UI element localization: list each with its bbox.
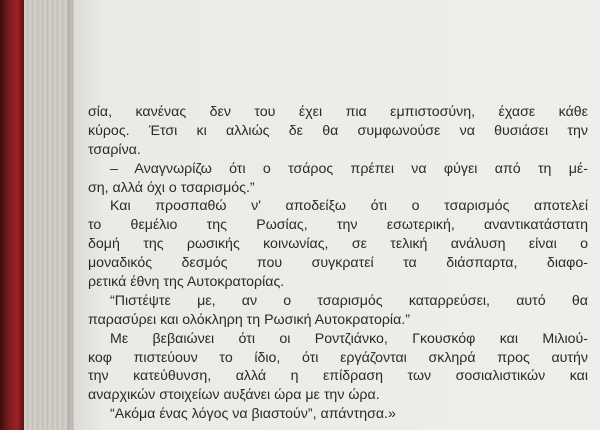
text-line: κύρος. Έτσι κι αλλιώς δε θα συμφωνούσε να θυσιάσει την <box>88 122 588 139</box>
page-edges <box>24 0 74 430</box>
text-line: – Αναγνωρίζω ότι ο τσάρος πρέπει να φύγει από τη μέ- <box>110 160 588 177</box>
text-line: “Πιστέψτε με, αν ο τσαρισμός καταρρεύσει, αυτό θα <box>110 292 588 309</box>
text-line: σία, κανένας δεν του έχει πια εμπιστοσύνη, έχασε κάθε <box>88 104 588 120</box>
text-line: μοναδικός δεσμός που συγκρατεί τα διάσπαρτα, διαφο- <box>88 255 588 272</box>
text-line: Και προσπαθώ ν' αποδείξω ότι ο τσαρισμός αποτελεί <box>110 198 588 215</box>
text-line: παρασύρει και ολόκληρη τη Ρωσική Αυτοκρατορία.” <box>88 311 410 328</box>
text-line: δομή της ρωσικής κοινωνίας, σε τελική ανάλυση είναι ο <box>88 236 588 253</box>
text-line: την κατεύθυνση, αλλά η επίδραση των σοσιαλιστικών και <box>88 368 588 385</box>
body-text <box>88 103 588 424</box>
text-line: αναρχικών στοιχείων αυξάνει ώρα με την ώρα. <box>88 387 380 404</box>
text-line: “Ακόμα ένας λόγος να βιαστούν”, απάντησα.» <box>110 406 396 423</box>
text-line: το θεμέλιο της Ρωσίας, την εσωτερική, αναντικατάστατη <box>88 217 588 234</box>
text-line: κοφ πιστεύουν το ίδιο, ότι εργάζονται σκληρά προς αυτήν <box>88 349 588 366</box>
text-line: ρετικά έθνη της Αυτοκρατορίας. <box>88 274 285 291</box>
text-line: ση, αλλά όχι ο τσαρισμός.” <box>88 179 255 196</box>
text-line: τσαρίνα. <box>88 141 141 158</box>
book-spine <box>0 0 24 430</box>
text-line: Με βεβαιώνει ότι οι Ροντζιάνκο, Γκουσκόφ και Μιλιού- <box>110 330 588 347</box>
